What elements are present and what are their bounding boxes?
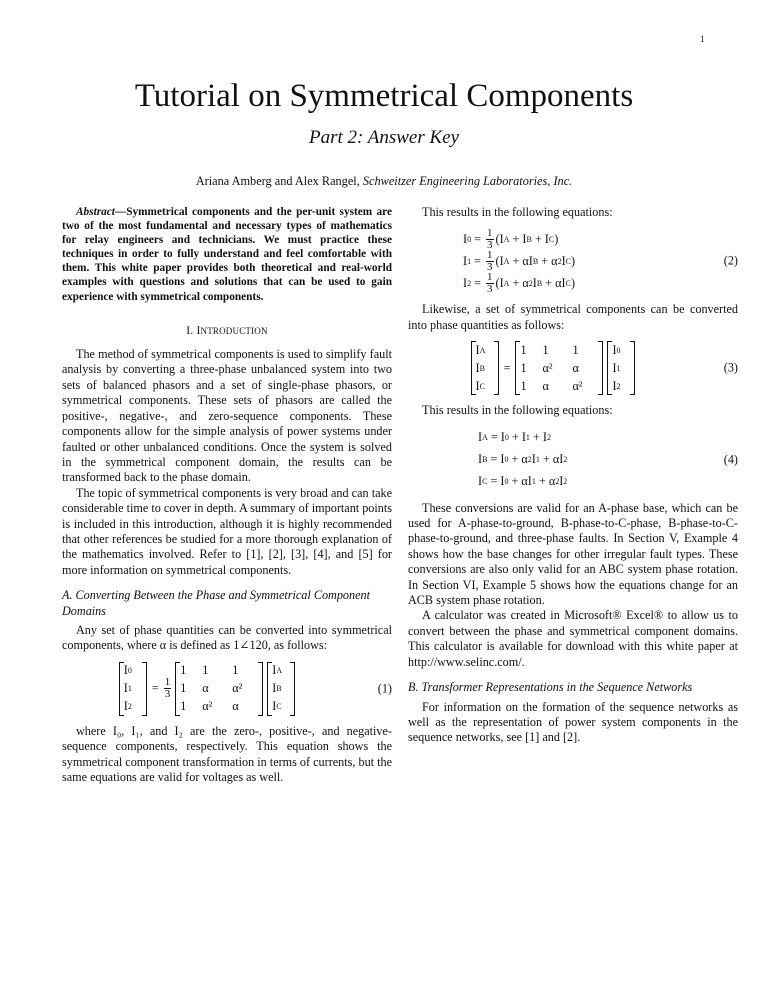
paper-subtitle: Part 2: Answer Key (308, 127, 460, 148)
eq3-rhs-vector: I 0 I 1 I 2 (607, 341, 635, 395)
subsection-b-text: For information on the formation of the sequence networks as well as the representation of power system components in the sequence networks, see [1] and [2]. (408, 699, 738, 745)
author-line (0, 174, 768, 189)
equation-1: I 0 I 1 I 2 = $\frac{1}{3}$ 1 1 1 1 α α² 1 α² α I A I B I C (1) (62, 662, 392, 716)
section-numeral: I. (186, 324, 197, 337)
left-column (62, 205, 392, 785)
equation-number-3: (3) (723, 360, 738, 375)
before-eq2-text: This results in the following equations: (422, 205, 613, 219)
equation-2: I 0 = $\frac{1}{3}$ (I A + I B + I C ) I 1 = $\frac{1}{3}$ (I A + αI B + α 2 I C ) I 2 = $\frac{1}{3}$ (I A + α 2 I B + αI C ) (2) (463, 226, 738, 295)
after-eq4-paragraph-2: A calculator was created in Microsoft® Excel® to allow us to convert between the phase and symmetrical component domains. This calculator is available for download with this white paper at http://www.selinc.com/. (408, 608, 738, 669)
section-heading-introduction (62, 324, 392, 339)
before-eq4-text: This results in the following equations: (422, 403, 613, 418)
before-eq3-text: Likewise, a set of symmetrical components can be converted into phase quantities as follows: (408, 302, 738, 332)
subsection-heading-b: B. Transformer Representations in the Sequence Networks (408, 680, 693, 695)
author-names: Ariana Amberg and Alex Rangel, (195, 174, 363, 188)
intro-paragraph-2: The topic of symmetrical components is very broad and can take considerable time to cover in depth. A summary of important points is included in this introduction, although it is highly recommended that other references be studied for a more thorough explanation of the mathematics involved. Refer to [1], [2], [3], [4], and [5] for more information on symmetrical components. (62, 485, 393, 577)
equation-3: I A I B I C = 1 1 1 1 α² α 1 α α² I 0 I 1 I 2 (3) (408, 341, 738, 395)
equation-number-4: (4) (723, 451, 738, 466)
eq3-matrix: 1 1 1 1 α² α 1 α α² (515, 341, 603, 395)
equation-number-1: (1) (377, 681, 392, 696)
eq1-scalar: $\frac{1}{3}$ (164, 676, 171, 701)
abstract (62, 205, 392, 304)
abstract-label: Abstract (76, 206, 115, 218)
page-number: 1 (700, 34, 705, 44)
section-heading-rest: NTRODUCTION (200, 325, 268, 336)
paper-title: Tutorial on Symmetrical Components (134, 78, 634, 114)
subsection-a-intro: Any set of phase quantities can be converted into symmetrical components, where α is defined as 1∠120, as follows: (62, 622, 392, 653)
equation-4: I A = I 0 + I 1 + I 2 I B = I 0 + α 2 I 1 + αI 2 I C = I 0 + αI 1 + α 2 I 2 (4) (478, 429, 738, 488)
equation-number-2: (2) (723, 253, 738, 268)
section-heading-first: I (196, 324, 201, 337)
eq3-lhs-vector: I A I B I C (471, 341, 499, 395)
eq1-rhs-vector: I A I B I C (267, 662, 295, 716)
subsection-heading-a: A. Converting Between the Phase and Symmetrical Component Domains (62, 588, 371, 618)
author-affiliation: Schweitzer Engineering Laboratories, Inc. (362, 174, 573, 188)
intro-paragraph-1: The method of symmetrical components is used to simplify fault analysis by converting a three-phase unbalanced system into two sets of balanced phasors and a set of single-phase phasors, or symmetrical components. These sets of phasors are called the positive-, negative-, and zero-sequence components. These components allow for the simple analysis of power systems under faulted or other unbalanced conditions. Once the system is solved in the symmetrical component domain, the results can be transformed back to the phase domain. (62, 347, 392, 485)
eq1-lhs-vector: I 0 I 1 I 2 (119, 662, 147, 716)
after-eq4-paragraph-1: These conversions are valid for an A-phase base, which can be used for A-phase-to-ground, B-phase-to-C-phase, B-phase-to-C-phase-to-ground, and three-phase faults. In Section V, Example 4 shows how the base changes for other irregular fault types. These conversions are also only valid for an ABC system phase rotation. In Section VI, Example 5 shows how the equations change for an ACB system phase rotation. (408, 500, 738, 608)
eq1-matrix: 1 1 1 1 α α² 1 α² α (175, 662, 263, 716)
abstract-text: —Symmetrical components and the per-unit system are two of the most fundamental and necessary types of mathematics for relay engineers and technicians. We must practice these techniques in order to fully understand and feel comfortable with them. This white paper provides both theoretical and real-world examples with questions and solutions that can be used to gain experience with symmetrical components. (62, 206, 392, 303)
eq1-explanation: where I₀, I₁, and I₂ are the zero-, positive-, and negative-sequence components, respectively. This equation shows the symmetrical component transformation in terms of currents, but the same equations are valid for voltages as well. (62, 723, 392, 784)
right-column (408, 205, 738, 746)
